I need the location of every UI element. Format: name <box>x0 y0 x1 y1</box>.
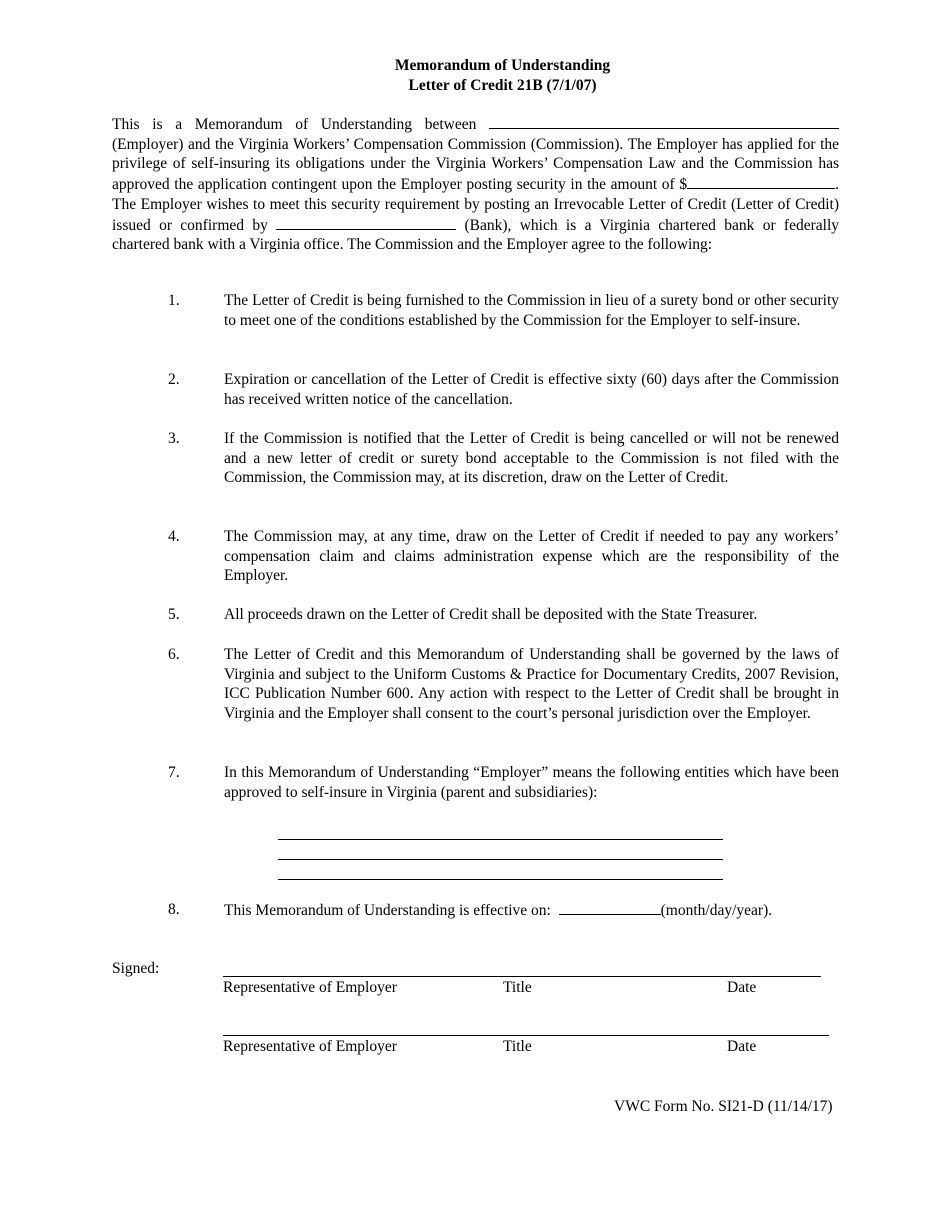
entity-name-field[interactable] <box>278 839 723 840</box>
item-text: The Commission may, at any time, draw on the Letter of Credit if needed to pay any workers’ compensation claim and claims administration expense which are the responsibility of the Employer. <box>224 528 839 585</box>
item-number: 5. <box>168 606 180 623</box>
signed-label: Signed: <box>112 960 160 977</box>
item-number: 6. <box>168 646 180 663</box>
security-amount-field[interactable] <box>687 174 835 189</box>
effective-date-field[interactable] <box>559 900 661 915</box>
date-label: Date <box>727 1038 757 1055</box>
representative-label: Representative of Employer <box>223 979 397 996</box>
intro-paragraph <box>112 114 839 255</box>
entity-name-field[interactable] <box>278 859 723 860</box>
date-label: Date <box>727 979 757 996</box>
item-number: 1. <box>168 292 180 309</box>
title-label: Title <box>503 979 532 996</box>
item-text: All proceeds drawn on the Letter of Credit shall be deposited with the State Treasurer. <box>224 606 758 623</box>
item-text: If the Commission is notified that the Letter of Credit is being cancelled or will not be renewed and a new letter of credit or surety bond acceptable to the Commission is not filed with the Commission, the Commission may, at its discretion, draw on the Letter of Credit. <box>224 430 839 487</box>
item-text: The Letter of Credit and this Memorandum of Understanding shall be governed by the laws of Virginia and subject to the Uniform Customs & Practice for Documentary Credits, 2007 Revision, ICC Publication Number 600. Any action with respect to the Letter of Credit shall be brought in Virginia and the Employer shall consent to the court’s personal jurisdiction over the Employer. <box>224 646 839 723</box>
effective-date-text: This Memorandum of Understanding is effective on: <box>224 902 551 919</box>
document-subtitle: Letter of Credit 21B (7/1/07) <box>408 77 597 94</box>
item-text: The Letter of Credit is being furnished to the Commission in lieu of a surety bond or other security to meet one of the conditions established by the Commission for the Employer to self-insure. <box>224 292 839 329</box>
representative-label: Representative of Employer <box>223 1038 397 1055</box>
entity-name-field[interactable] <box>278 879 723 880</box>
intro-text-2: (Employer) and the Virginia Workers’ Compensation Commission (Commission). The Employer has applied for the privilege of self-insuring its obligations under the Virginia Workers’ Compensation Law and the Commission has approved the application contingent upon the Employer posting security in the amount of $ <box>112 135 839 194</box>
item-text <box>224 900 839 921</box>
item-number: 7. <box>168 764 180 781</box>
intro-text-3: . The Employer wishes to meet this security requirement by posting an Irrevocable Letter of Credit (Letter of Credit) issued or confirmed by <box>112 176 839 234</box>
intro-text-1: This is a Memorandum of Understanding between <box>112 116 477 133</box>
item-text: In this Memorandum of Understanding “Employer” means the following entities which have been approved to self-insure in Virginia (parent and subsidiaries): <box>224 764 839 801</box>
form-number: VWC Form No. SI21-D (11/14/17) <box>614 1098 833 1115</box>
employer-name-field[interactable] <box>489 114 839 129</box>
item-number: 2. <box>168 371 180 388</box>
document-title: Memorandum of Understanding <box>394 57 611 74</box>
item-text: Expiration or cancellation of the Letter of Credit is effective sixty (60) days after the Commission has received written notice of the cancellation. <box>224 371 839 408</box>
bank-name-field[interactable] <box>276 215 456 230</box>
item-number: 8. <box>168 901 180 918</box>
title-label: Title <box>503 1038 532 1055</box>
item-number: 3. <box>168 430 180 447</box>
signature-line-2[interactable] <box>223 1035 829 1036</box>
effective-date-format: (month/day/year). <box>660 902 773 919</box>
signature-line-1[interactable] <box>223 976 821 977</box>
intro-text-4: (Bank), which is a Virginia chartered bank or federally chartered bank with a Virginia office. The Commission and the Employer agree to the following: <box>112 216 840 254</box>
item-number: 4. <box>168 528 180 545</box>
